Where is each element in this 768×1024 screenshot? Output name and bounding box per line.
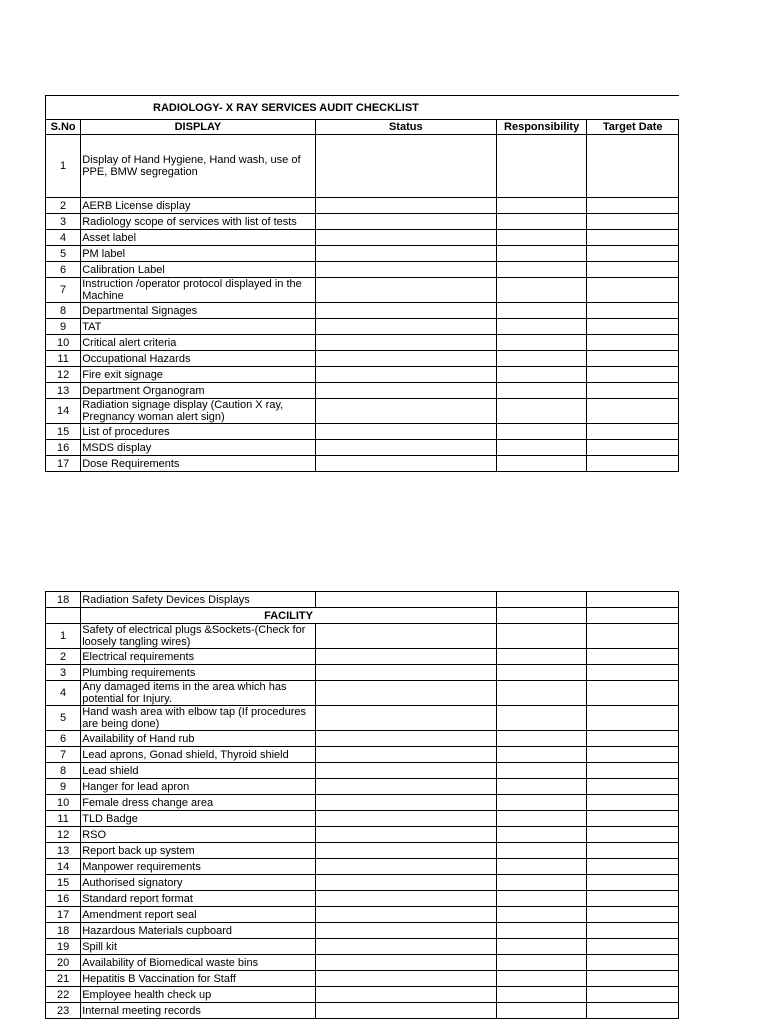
target-date-cell[interactable]: [587, 731, 679, 747]
row-number: 17: [46, 456, 81, 472]
responsibility-cell[interactable]: [496, 706, 587, 731]
responsibility-cell[interactable]: [496, 747, 587, 763]
target-date-cell[interactable]: [587, 214, 679, 230]
status-cell[interactable]: [315, 246, 496, 262]
target-date-cell[interactable]: [587, 351, 679, 367]
target-date-cell[interactable]: [587, 843, 679, 859]
row-item: Standard report format: [81, 891, 315, 907]
responsibility-cell[interactable]: [496, 214, 587, 230]
status-cell[interactable]: [315, 923, 496, 939]
target-date-cell[interactable]: [587, 795, 679, 811]
responsibility-cell[interactable]: [496, 939, 587, 955]
responsibility-cell[interactable]: [496, 262, 587, 278]
table-row: [46, 624, 679, 649]
row-number: 5: [46, 706, 81, 731]
target-date-cell[interactable]: [587, 706, 679, 731]
responsibility-cell[interactable]: [496, 303, 587, 319]
status-cell[interactable]: [315, 319, 496, 335]
row-item: TAT: [81, 319, 315, 335]
responsibility-cell[interactable]: [496, 230, 587, 246]
target-date-cell[interactable]: [587, 424, 679, 440]
row-item: Dose Requirements: [81, 456, 315, 472]
target-date-cell[interactable]: [587, 665, 679, 681]
row-item: Asset label: [81, 230, 315, 246]
responsibility-cell[interactable]: [496, 335, 587, 351]
row-number: 20: [46, 955, 81, 971]
table-row: [46, 246, 679, 262]
table-row: [46, 706, 679, 731]
row-number: 12: [46, 367, 81, 383]
table-row: [46, 456, 679, 472]
row-number: 18: [46, 592, 81, 608]
table-row: [46, 795, 679, 811]
table-row: [46, 351, 679, 367]
responsibility-cell[interactable]: [496, 319, 587, 335]
row-number: 2: [46, 198, 81, 214]
header-responsibility: Responsibility: [496, 120, 587, 135]
responsibility-cell[interactable]: [496, 987, 587, 1003]
responsibility-cell[interactable]: [496, 681, 587, 706]
table-row: [46, 303, 679, 319]
responsibility-cell[interactable]: [496, 875, 587, 891]
table-row: [46, 278, 679, 303]
target-date-cell[interactable]: [587, 367, 679, 383]
row-item: Availability of Hand rub: [81, 731, 315, 747]
row-item: Hanger for lead apron: [81, 779, 315, 795]
row-item: Calibration Label: [81, 262, 315, 278]
responsibility-cell[interactable]: [496, 624, 587, 649]
row-item: Lead shield: [81, 763, 315, 779]
target-date-cell[interactable]: [587, 278, 679, 303]
row-number: 16: [46, 440, 81, 456]
row-item: Manpower requirements: [81, 859, 315, 875]
header-status: Status: [315, 120, 496, 135]
target-date-cell[interactable]: [587, 955, 679, 971]
table-row: [46, 592, 679, 608]
status-cell[interactable]: [315, 440, 496, 456]
table-row: [46, 891, 679, 907]
status-cell[interactable]: [315, 763, 496, 779]
row-item: Hand wash area with elbow tap (If procedures are being done): [81, 706, 315, 731]
responsibility-cell[interactable]: [496, 779, 587, 795]
row-item: Radiology scope of services with list of tests: [81, 214, 315, 230]
responsibility-cell[interactable]: [496, 135, 587, 198]
row-item: Report back up system: [81, 843, 315, 859]
header-row: [46, 120, 679, 135]
row-item: Lead aprons, Gonad shield, Thyroid shield: [81, 747, 315, 763]
table-row: [46, 399, 679, 424]
table-row: [46, 214, 679, 230]
row-item: Radiation signage display (Caution X ray, Pregnancy woman alert sign): [81, 399, 315, 424]
responsibility-cell[interactable]: [496, 351, 587, 367]
row-item: TLD Badge: [81, 811, 315, 827]
row-number: 4: [46, 681, 81, 706]
row-item: Critical alert criteria: [81, 335, 315, 351]
row-number: 23: [46, 1003, 81, 1019]
table-row: [46, 335, 679, 351]
row-item: AERB License display: [81, 198, 315, 214]
target-date-cell[interactable]: [587, 399, 679, 424]
status-cell[interactable]: [315, 795, 496, 811]
target-date-cell[interactable]: [587, 875, 679, 891]
responsibility-cell[interactable]: [496, 278, 587, 303]
target-date-cell[interactable]: [587, 811, 679, 827]
status-cell[interactable]: [315, 592, 496, 608]
responsibility-cell[interactable]: [496, 907, 587, 923]
responsibility-cell[interactable]: [496, 763, 587, 779]
row-item: Department Organogram: [81, 383, 315, 399]
table-row: [46, 649, 679, 665]
target-date-cell[interactable]: [587, 230, 679, 246]
status-cell[interactable]: [315, 971, 496, 987]
table-row: [46, 987, 679, 1003]
table-row: [46, 681, 679, 706]
row-number: 10: [46, 795, 81, 811]
target-date-cell[interactable]: [587, 747, 679, 763]
responsibility-cell[interactable]: [496, 843, 587, 859]
target-date-cell[interactable]: [587, 779, 679, 795]
target-date-cell[interactable]: [587, 624, 679, 649]
table-row: [46, 923, 679, 939]
responsibility-cell[interactable]: [496, 731, 587, 747]
responsibility-cell[interactable]: [496, 592, 587, 608]
section-row: [46, 608, 679, 624]
table-row: [46, 230, 679, 246]
row-number: 18: [46, 923, 81, 939]
responsibility-cell[interactable]: [496, 383, 587, 399]
row-item: Fire exit signage: [81, 367, 315, 383]
row-number: 9: [46, 319, 81, 335]
row-item: Female dress change area: [81, 795, 315, 811]
status-cell[interactable]: [315, 665, 496, 681]
table-row: [46, 779, 679, 795]
row-number: 11: [46, 811, 81, 827]
header-display: DISPLAY: [81, 120, 315, 135]
status-cell[interactable]: [315, 987, 496, 1003]
row-number: 14: [46, 399, 81, 424]
row-number: 4: [46, 230, 81, 246]
row-number: 22: [46, 987, 81, 1003]
target-date-cell[interactable]: [587, 827, 679, 843]
target-date-cell[interactable]: [587, 135, 679, 198]
row-item: Safety of electrical plugs &Sockets-(Check for loosely tangling wires): [81, 624, 315, 649]
row-item: List of procedures: [81, 424, 315, 440]
table-row: [46, 859, 679, 875]
responsibility-cell[interactable]: [496, 859, 587, 875]
status-cell[interactable]: [315, 1003, 496, 1019]
status-cell[interactable]: [315, 262, 496, 278]
status-cell[interactable]: [315, 198, 496, 214]
status-cell[interactable]: [315, 367, 496, 383]
display-checklist-table: [45, 95, 679, 472]
row-item: RSO: [81, 827, 315, 843]
target-date-cell[interactable]: [587, 939, 679, 955]
status-cell[interactable]: [315, 230, 496, 246]
status-cell[interactable]: [315, 747, 496, 763]
responsibility-cell[interactable]: [496, 440, 587, 456]
target-date-cell[interactable]: [587, 971, 679, 987]
status-cell[interactable]: [315, 351, 496, 367]
target-date-cell[interactable]: [587, 456, 679, 472]
row-item: Internal meeting records: [81, 1003, 315, 1019]
status-cell[interactable]: [315, 399, 496, 424]
status-cell[interactable]: [315, 456, 496, 472]
row-item: Any damaged items in the area which has potential for Injury.: [81, 681, 315, 706]
status-cell[interactable]: [315, 424, 496, 440]
target-date-cell[interactable]: [587, 198, 679, 214]
responsibility-cell[interactable]: [496, 246, 587, 262]
responsibility-cell[interactable]: [496, 955, 587, 971]
row-item: Spill kit: [81, 939, 315, 955]
target-date-cell[interactable]: [587, 440, 679, 456]
responsibility-cell[interactable]: [496, 456, 587, 472]
header-sno: S.No: [46, 120, 81, 135]
row-number: 13: [46, 383, 81, 399]
title-row: [46, 96, 679, 120]
row-number: 1: [46, 135, 81, 198]
row-number: 6: [46, 262, 81, 278]
target-date-cell[interactable]: [587, 649, 679, 665]
target-date-cell[interactable]: [587, 592, 679, 608]
row-number: 8: [46, 763, 81, 779]
facility-section-label: FACILITY: [81, 608, 497, 624]
row-number: 21: [46, 971, 81, 987]
status-cell[interactable]: [315, 303, 496, 319]
target-date-cell[interactable]: [587, 987, 679, 1003]
row-number: 10: [46, 335, 81, 351]
status-cell[interactable]: [315, 843, 496, 859]
target-date-cell[interactable]: [587, 303, 679, 319]
row-item: Instruction /operator protocol displayed in the Machine: [81, 278, 315, 303]
row-item: Electrical requirements: [81, 649, 315, 665]
status-cell[interactable]: [315, 907, 496, 923]
target-date-cell[interactable]: [587, 907, 679, 923]
status-cell[interactable]: [315, 335, 496, 351]
row-item: Radiation Safety Devices Displays: [81, 592, 315, 608]
status-cell[interactable]: [315, 681, 496, 706]
row-item: Departmental Signages: [81, 303, 315, 319]
table-row: [46, 383, 679, 399]
table-row: [46, 731, 679, 747]
table-row: [46, 665, 679, 681]
table-row: [46, 763, 679, 779]
table-row: [46, 939, 679, 955]
responsibility-cell[interactable]: [496, 795, 587, 811]
status-cell[interactable]: [315, 811, 496, 827]
target-date-cell[interactable]: [587, 319, 679, 335]
status-cell[interactable]: [315, 939, 496, 955]
status-cell[interactable]: [315, 875, 496, 891]
responsibility-cell[interactable]: [496, 811, 587, 827]
table-row: [46, 424, 679, 440]
status-cell[interactable]: [315, 649, 496, 665]
row-item: Employee health check up: [81, 987, 315, 1003]
status-cell[interactable]: [315, 731, 496, 747]
row-number: 8: [46, 303, 81, 319]
responsibility-cell[interactable]: [496, 399, 587, 424]
table-row: [46, 827, 679, 843]
row-number: 17: [46, 907, 81, 923]
status-cell[interactable]: [315, 779, 496, 795]
responsibility-cell[interactable]: [496, 923, 587, 939]
row-number: 15: [46, 875, 81, 891]
table-row: [46, 811, 679, 827]
row-number: 14: [46, 859, 81, 875]
row-item: Availability of Biomedical waste bins: [81, 955, 315, 971]
row-number: 5: [46, 246, 81, 262]
responsibility-cell[interactable]: [496, 649, 587, 665]
target-date-cell[interactable]: [587, 923, 679, 939]
row-number: 11: [46, 351, 81, 367]
row-number: 9: [46, 779, 81, 795]
row-item: Plumbing requirements: [81, 665, 315, 681]
row-number: 15: [46, 424, 81, 440]
table-row: [46, 198, 679, 214]
table-row: [46, 747, 679, 763]
table-row: [46, 319, 679, 335]
responsibility-cell[interactable]: [496, 827, 587, 843]
responsibility-cell[interactable]: [496, 891, 587, 907]
table-row: [46, 367, 679, 383]
row-item: MSDS display: [81, 440, 315, 456]
target-date-cell[interactable]: [587, 1003, 679, 1019]
table-row: [46, 440, 679, 456]
target-date-cell[interactable]: [587, 383, 679, 399]
target-date-cell[interactable]: [587, 859, 679, 875]
table-row: [46, 135, 679, 198]
table-row: [46, 262, 679, 278]
row-number: 19: [46, 939, 81, 955]
target-date-cell[interactable]: [587, 763, 679, 779]
status-cell[interactable]: [315, 859, 496, 875]
status-cell[interactable]: [315, 827, 496, 843]
table-row: [46, 1003, 679, 1019]
status-cell[interactable]: [315, 955, 496, 971]
responsibility-cell[interactable]: [496, 971, 587, 987]
row-number: 12: [46, 827, 81, 843]
row-item: Hazardous Materials cupboard: [81, 923, 315, 939]
responsibility-cell[interactable]: [496, 1003, 587, 1019]
table-row: [46, 843, 679, 859]
header-target-date: Target Date: [587, 120, 679, 135]
table-row: [46, 875, 679, 891]
status-cell[interactable]: [315, 891, 496, 907]
status-cell[interactable]: [315, 278, 496, 303]
row-number: 16: [46, 891, 81, 907]
responsibility-cell[interactable]: [496, 367, 587, 383]
table-row: [46, 955, 679, 971]
status-cell[interactable]: [315, 383, 496, 399]
row-item: Display of Hand Hygiene, Hand wash, use of PPE, BMW segregation: [81, 135, 315, 198]
row-number: 7: [46, 278, 81, 303]
row-item: Occupational Hazards: [81, 351, 315, 367]
status-cell[interactable]: [315, 214, 496, 230]
target-date-cell[interactable]: [587, 681, 679, 706]
row-item: Authorised signatory: [81, 875, 315, 891]
row-item: Hepatitis B Vaccination for Staff: [81, 971, 315, 987]
row-number: 6: [46, 731, 81, 747]
row-number: 1: [46, 624, 81, 649]
row-number: 3: [46, 665, 81, 681]
row-number: 2: [46, 649, 81, 665]
row-item: Amendment report seal: [81, 907, 315, 923]
target-date-cell[interactable]: [587, 335, 679, 351]
row-item: PM label: [81, 246, 315, 262]
table-row: [46, 971, 679, 987]
checklist-title: RADIOLOGY- X RAY SERVICES AUDIT CHECKLIST: [46, 96, 497, 120]
status-cell[interactable]: [315, 624, 496, 649]
status-cell[interactable]: [315, 706, 496, 731]
status-cell[interactable]: [315, 135, 496, 198]
row-number: 3: [46, 214, 81, 230]
facility-checklist-table: [45, 591, 679, 1019]
responsibility-cell[interactable]: [496, 424, 587, 440]
target-date-cell[interactable]: [587, 262, 679, 278]
target-date-cell[interactable]: [587, 891, 679, 907]
target-date-cell[interactable]: [587, 246, 679, 262]
table-row: [46, 907, 679, 923]
responsibility-cell[interactable]: [496, 198, 587, 214]
row-number: 7: [46, 747, 81, 763]
row-number: 13: [46, 843, 81, 859]
responsibility-cell[interactable]: [496, 665, 587, 681]
